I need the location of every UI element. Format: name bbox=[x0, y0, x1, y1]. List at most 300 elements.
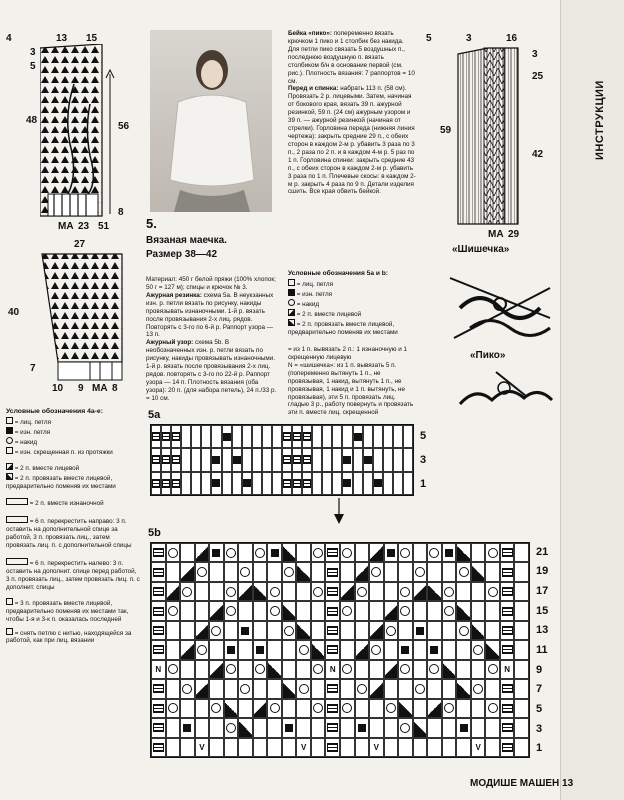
legend-5ab-item-1: = лиц. петля bbox=[288, 279, 418, 289]
chart-cell bbox=[442, 640, 457, 659]
chart-cell bbox=[442, 621, 457, 640]
chart-cell bbox=[340, 562, 355, 581]
row-number: 13 bbox=[536, 624, 549, 637]
chart-cell bbox=[311, 582, 326, 601]
chart-cell bbox=[151, 562, 166, 581]
chart-cell bbox=[272, 472, 282, 495]
chart-cell bbox=[180, 660, 195, 679]
chart-cell bbox=[325, 543, 340, 562]
chart-cell bbox=[238, 699, 253, 718]
chart-cell bbox=[282, 472, 292, 495]
chart-cell bbox=[442, 738, 457, 757]
chart-cell bbox=[325, 679, 340, 698]
row-number: 17 bbox=[536, 585, 549, 598]
legend-5ab-items bbox=[288, 279, 418, 337]
schema-5-right-3: 3 bbox=[532, 49, 538, 60]
schema-4b-bottom-10: 10 bbox=[52, 383, 64, 394]
chart-cell bbox=[485, 660, 500, 679]
chart-cell bbox=[171, 448, 181, 471]
chart-cell bbox=[500, 718, 515, 737]
chart-5b-label: 5b bbox=[148, 527, 161, 539]
chart-cell bbox=[340, 738, 355, 757]
chart-cell bbox=[252, 425, 262, 448]
chart-cell bbox=[413, 543, 428, 562]
materials-text: Материал: 450 г белой пряжи (100% хлопок; 50 г = 127 м); спицы и крючок № 3. bbox=[146, 276, 276, 291]
schema-5-right-25: 25 bbox=[532, 71, 544, 82]
chart-cell bbox=[252, 448, 262, 471]
chart-cell bbox=[514, 718, 529, 737]
chart-cell bbox=[180, 562, 195, 581]
chart-cell bbox=[398, 699, 413, 718]
chart-5b-grid bbox=[150, 542, 530, 758]
chart-cell bbox=[325, 621, 340, 640]
chart-cell bbox=[191, 425, 201, 448]
chart-cell bbox=[201, 448, 211, 471]
chart-cell bbox=[302, 425, 312, 448]
chart-cell bbox=[456, 660, 471, 679]
schema-4-bottom-51: 51 bbox=[98, 221, 110, 232]
chart-cell bbox=[292, 425, 302, 448]
chart-cell bbox=[253, 543, 268, 562]
chart-cell bbox=[500, 601, 515, 620]
chart-cell bbox=[195, 699, 210, 718]
schema-5-top-16: 16 bbox=[506, 33, 518, 44]
chart-cell bbox=[311, 660, 326, 679]
chart-cell bbox=[166, 621, 181, 640]
chart-cell bbox=[355, 543, 370, 562]
chart-cell bbox=[209, 562, 224, 581]
chart-cell bbox=[224, 621, 239, 640]
chart-cell bbox=[151, 425, 161, 448]
chart-cell bbox=[413, 660, 428, 679]
chart-cell bbox=[181, 448, 191, 471]
chart-cell bbox=[340, 660, 355, 679]
chart-cell bbox=[296, 640, 311, 659]
chart-cell bbox=[242, 425, 252, 448]
chart-cell bbox=[325, 699, 340, 718]
chart-cell bbox=[500, 562, 515, 581]
chart-cell bbox=[398, 543, 413, 562]
chart-cell bbox=[355, 679, 370, 698]
model-figure-icon bbox=[150, 30, 272, 212]
schema-4b-left-40: 40 bbox=[8, 307, 20, 318]
chart-cell bbox=[267, 699, 282, 718]
chart-cell bbox=[267, 660, 282, 679]
chart-cell bbox=[325, 640, 340, 659]
chart-cell bbox=[224, 640, 239, 659]
chart-cell bbox=[369, 679, 384, 698]
chart-cell bbox=[296, 660, 311, 679]
row-number: 1 bbox=[536, 742, 543, 755]
chart-cell: V bbox=[369, 738, 384, 757]
chart-cell bbox=[456, 640, 471, 659]
chart-cell bbox=[262, 472, 272, 495]
chart-cell bbox=[373, 472, 383, 495]
chart-cell bbox=[373, 448, 383, 471]
chart-cell bbox=[238, 660, 253, 679]
legend-4-item-7: = 2 п. вместе изнаночной bbox=[6, 498, 140, 508]
chart-cell bbox=[442, 601, 457, 620]
chart-cell bbox=[514, 699, 529, 718]
chart-cell bbox=[332, 448, 342, 471]
chart-cell bbox=[282, 582, 297, 601]
chart-cell: N bbox=[500, 660, 515, 679]
chart-cell bbox=[471, 660, 486, 679]
chart-cell bbox=[253, 562, 268, 581]
chart-cell bbox=[201, 472, 211, 495]
chart-cell bbox=[312, 448, 322, 471]
legend-4-items bbox=[6, 417, 140, 645]
chart-cell bbox=[369, 621, 384, 640]
chart-cell bbox=[166, 660, 181, 679]
chart-cell bbox=[471, 601, 486, 620]
chart-cell bbox=[514, 582, 529, 601]
chart-cell bbox=[500, 621, 515, 640]
chart-cell bbox=[398, 679, 413, 698]
chart-cell bbox=[282, 640, 297, 659]
chart-cell bbox=[369, 543, 384, 562]
chart-cell bbox=[398, 601, 413, 620]
chart-cell bbox=[296, 621, 311, 640]
chart-cell bbox=[238, 562, 253, 581]
chart-cell bbox=[253, 640, 268, 659]
chart-cell bbox=[383, 472, 393, 495]
chart-cell bbox=[514, 738, 529, 757]
chart-cell bbox=[398, 660, 413, 679]
chart-cell bbox=[413, 718, 428, 737]
chart-cell bbox=[398, 640, 413, 659]
chart-cell bbox=[485, 738, 500, 757]
chart-cell bbox=[272, 448, 282, 471]
chart-cell bbox=[195, 582, 210, 601]
schema-4-left-5: 5 bbox=[30, 61, 36, 72]
chart-cell bbox=[151, 738, 166, 757]
chart-cell bbox=[456, 621, 471, 640]
schema-5-number: 5 bbox=[426, 33, 432, 44]
legend-5ab bbox=[288, 270, 418, 337]
row-number: 21 bbox=[536, 545, 549, 558]
chart-cell bbox=[355, 699, 370, 718]
chart-cell bbox=[363, 448, 373, 471]
chart-cell bbox=[151, 543, 166, 562]
chart-cell bbox=[151, 448, 161, 471]
chart-cell bbox=[413, 621, 428, 640]
chart-cell bbox=[166, 738, 181, 757]
chart-cell bbox=[267, 738, 282, 757]
chart-cell bbox=[355, 582, 370, 601]
chart-cell bbox=[325, 738, 340, 757]
chart-cell bbox=[161, 448, 171, 471]
chart-cell bbox=[311, 718, 326, 737]
chart-cell bbox=[322, 448, 332, 471]
chart-cell bbox=[282, 699, 297, 718]
row-number: 1 bbox=[420, 478, 427, 490]
page-footer: МОДИШЕ МАШЕН 13 bbox=[470, 778, 574, 789]
chart-cell bbox=[369, 718, 384, 737]
schema-4b-bottom-ma: МА bbox=[92, 383, 108, 394]
chart-cell bbox=[471, 582, 486, 601]
chart-cell bbox=[340, 640, 355, 659]
chart-cell bbox=[222, 472, 232, 495]
chart-cell bbox=[296, 562, 311, 581]
chart-cell bbox=[355, 660, 370, 679]
chart-cell bbox=[342, 448, 352, 471]
schema-4-bottom-23: 23 bbox=[78, 221, 90, 232]
chart-cell bbox=[403, 472, 413, 495]
chart-cell bbox=[180, 582, 195, 601]
chart-cell bbox=[355, 640, 370, 659]
legend-5ab-extra bbox=[288, 346, 418, 417]
chart-cell bbox=[456, 679, 471, 698]
schema-4-bottom-ma: МА bbox=[58, 221, 74, 232]
chart-cell bbox=[267, 718, 282, 737]
chart-cell bbox=[485, 582, 500, 601]
chart-cell bbox=[253, 660, 268, 679]
arrow-down-icon bbox=[332, 498, 346, 526]
beika-title: Бейка «пико»: bbox=[288, 30, 332, 37]
chart-cell bbox=[322, 425, 332, 448]
article-header bbox=[146, 216, 276, 260]
chart-cell bbox=[224, 679, 239, 698]
schema-5-left-59: 59 bbox=[440, 125, 452, 136]
model-photo bbox=[150, 30, 272, 212]
chart-cell bbox=[413, 562, 428, 581]
chart-cell bbox=[151, 679, 166, 698]
chart-cell bbox=[292, 472, 302, 495]
chart-cell bbox=[383, 425, 393, 448]
piko-drawing-icon bbox=[456, 366, 556, 414]
schema-5-bottom-29: 29 bbox=[508, 229, 520, 240]
chart-cell bbox=[282, 425, 292, 448]
chart-cell bbox=[272, 425, 282, 448]
chart-cell bbox=[262, 448, 272, 471]
article-number: 5. bbox=[146, 216, 157, 231]
row-number: 15 bbox=[536, 604, 549, 617]
chart-cell bbox=[209, 543, 224, 562]
chart-cell bbox=[180, 738, 195, 757]
chart-cell bbox=[398, 582, 413, 601]
legend-4-item-3: = накид bbox=[6, 437, 140, 447]
chart-cell bbox=[384, 582, 399, 601]
legend-5ab-item-2: = изн. петля bbox=[288, 289, 418, 299]
chart-cell bbox=[413, 738, 428, 757]
chart-cell bbox=[180, 718, 195, 737]
chart-cell bbox=[413, 640, 428, 659]
legend-5ab-item-4: = 2 п. вместе лицевой bbox=[288, 309, 418, 319]
chart-cell bbox=[340, 679, 355, 698]
chart-cell bbox=[442, 699, 457, 718]
article-size: Размер 38—42 bbox=[146, 249, 218, 260]
chart-cell bbox=[398, 718, 413, 737]
chart-cell bbox=[267, 601, 282, 620]
chart-cell bbox=[302, 448, 312, 471]
chart-cell bbox=[302, 472, 312, 495]
chart-cell bbox=[180, 543, 195, 562]
chart-cell bbox=[427, 543, 442, 562]
chart-cell bbox=[373, 425, 383, 448]
chart-cell bbox=[282, 738, 297, 757]
schema-4b-bottom-9: 9 bbox=[78, 383, 84, 394]
chart-cell bbox=[384, 718, 399, 737]
chart-cell bbox=[514, 621, 529, 640]
chart-5a-label: 5a bbox=[148, 409, 161, 421]
pered-title: Перед и спинка: bbox=[288, 85, 339, 93]
chart-cell bbox=[311, 562, 326, 581]
chart-cell bbox=[195, 601, 210, 620]
chart-cell bbox=[209, 621, 224, 640]
chart-cell bbox=[427, 640, 442, 659]
chart-cell bbox=[384, 543, 399, 562]
chart-cell bbox=[296, 601, 311, 620]
chart-cell bbox=[253, 738, 268, 757]
ajur-rezinka-text: схема 5а. В неукзанных изн. р. петли вязать по рисунку, накиды провязывать изнаночными. 1-й р. вязать после провязывания 2-х лиц. рядов. Повторять с 3-го по 6-й р. Раппорт узора — 13 п. bbox=[146, 291, 274, 339]
chart-cell bbox=[500, 738, 515, 757]
chart-cell bbox=[325, 562, 340, 581]
chart-cell bbox=[485, 699, 500, 718]
chart-cell bbox=[393, 472, 403, 495]
chart-cell bbox=[282, 601, 297, 620]
chart-cell bbox=[427, 699, 442, 718]
chart-cell bbox=[514, 543, 529, 562]
legend-4-item-5: = 2 п. вместе лицевой bbox=[6, 463, 140, 473]
chart-cell bbox=[471, 699, 486, 718]
chart-cell bbox=[151, 621, 166, 640]
chart-cell bbox=[311, 543, 326, 562]
chart-cell bbox=[151, 640, 166, 659]
chart-cell bbox=[403, 425, 413, 448]
chart-cell bbox=[180, 679, 195, 698]
pered-text: набрать 113 п. (58 см). Провязать 2 р. лицевыми. Затем, начиная от бокового края, вязать 39 п. ажурной резинкой, 59 п. (24 см) ажурным узором и 39 п. — ажурной резинкой (начиная от стрелки). Горловина переда (нижняя линия чертежа): закрыть средние 29 п., с обеих сторон в каждом 2-м р. убавить 3 раза по 3 п., 2 раза по 2 п. и в каждом 4-м р. 5 раз по 1 п. Горловина спинки: закрыть средние 43 п., с обеих сторон в каждом 2-м р. убавить 3 раза по 1 п. Плечевые скосы: в каждом 2-м р. закрыть 4 раза по 9 п. Детали изделия сшить. Все края обвить бейкой. bbox=[288, 85, 416, 196]
chart-cell bbox=[282, 718, 297, 737]
chart-cell bbox=[311, 640, 326, 659]
chart-cell bbox=[485, 601, 500, 620]
chart-cell bbox=[282, 660, 297, 679]
article-text-right bbox=[288, 30, 416, 196]
chart-cell bbox=[369, 640, 384, 659]
chart-cell bbox=[151, 582, 166, 601]
chart-cell bbox=[384, 562, 399, 581]
chart-cell bbox=[267, 543, 282, 562]
chart-cell bbox=[296, 718, 311, 737]
chart-cell bbox=[296, 679, 311, 698]
chart-cell bbox=[514, 660, 529, 679]
chart-cell bbox=[342, 472, 352, 495]
chart-cell bbox=[485, 679, 500, 698]
chart-cell bbox=[252, 472, 262, 495]
chart-cell bbox=[353, 472, 363, 495]
chart-cell bbox=[384, 660, 399, 679]
chart-cell bbox=[209, 679, 224, 698]
legend-4-item-4: = изн. скрещенная п. из протяжки bbox=[6, 447, 140, 457]
chart-cell bbox=[195, 718, 210, 737]
chart-cell bbox=[363, 472, 373, 495]
chart-cell bbox=[355, 738, 370, 757]
chart-cell bbox=[180, 621, 195, 640]
chart-cell bbox=[224, 699, 239, 718]
chart-cell bbox=[353, 425, 363, 448]
chart-cell: N bbox=[151, 660, 166, 679]
chart-cell bbox=[267, 640, 282, 659]
chart-cell: V bbox=[471, 738, 486, 757]
chart-cell bbox=[195, 562, 210, 581]
chart-cell bbox=[253, 679, 268, 698]
chart-cell bbox=[442, 562, 457, 581]
ajur-rezinka-title: Ажурная резинка: bbox=[146, 291, 202, 299]
piko-label: «Пико» bbox=[470, 350, 506, 361]
chart-cell bbox=[166, 679, 181, 698]
chart-cell bbox=[427, 738, 442, 757]
legend-4-item-9: = 6 п. перекрестить налево: 3 п. оставить на дополнит. спице перед работой, 3 п. провязать лиц., затем провязать лиц. п. с дополнит. спицы bbox=[6, 560, 140, 591]
chart-cell bbox=[166, 601, 181, 620]
chart-cell bbox=[340, 718, 355, 737]
row-number: 9 bbox=[536, 663, 543, 676]
legend-4-item-11: = снять петлю с нитью, находящейся за работой, как при лиц. вязании bbox=[6, 629, 132, 645]
chart-cell bbox=[238, 621, 253, 640]
schema-4-top-13: 13 bbox=[56, 33, 68, 44]
chart-cell bbox=[355, 718, 370, 737]
chart-cell bbox=[282, 562, 297, 581]
chart-cell bbox=[181, 472, 191, 495]
chart-cell bbox=[442, 660, 457, 679]
chart-cell bbox=[209, 699, 224, 718]
chart-cell bbox=[282, 621, 297, 640]
chart-cell bbox=[325, 582, 340, 601]
chart-cell bbox=[485, 562, 500, 581]
shishechka-label: «Шишечка» bbox=[452, 244, 510, 255]
right-sidebar bbox=[560, 0, 624, 800]
chart-cell bbox=[224, 660, 239, 679]
schema-4b-left-7: 7 bbox=[30, 363, 36, 374]
chart-cell bbox=[500, 679, 515, 698]
chart-cell bbox=[332, 472, 342, 495]
chart-cell bbox=[253, 699, 268, 718]
chart-cell bbox=[195, 640, 210, 659]
chart-cell bbox=[355, 562, 370, 581]
chart-cell bbox=[485, 621, 500, 640]
chart-cell bbox=[514, 679, 529, 698]
chart-cell bbox=[242, 472, 252, 495]
schema-5-drawing bbox=[454, 44, 534, 228]
chart-cell bbox=[384, 640, 399, 659]
chart-cell bbox=[427, 718, 442, 737]
chart-cell bbox=[427, 621, 442, 640]
chart-cell bbox=[209, 718, 224, 737]
chart-cell bbox=[222, 448, 232, 471]
legend-4-item-8: = 6 п. перекрестить направо: 3 п. оставить на дополнительной спице за работой, 3 п. провязать лиц., затем провязать лиц. п. с дополнительной спицы bbox=[6, 518, 132, 550]
chart-cell bbox=[224, 738, 239, 757]
chart-cell bbox=[456, 699, 471, 718]
legend-4 bbox=[6, 408, 140, 645]
schema-4-right-56: 56 bbox=[118, 121, 130, 132]
chart-cell bbox=[151, 699, 166, 718]
chart-cell bbox=[238, 601, 253, 620]
chart-cell bbox=[514, 640, 529, 659]
chart-cell bbox=[340, 621, 355, 640]
row-number: 3 bbox=[536, 722, 543, 735]
chart-cell bbox=[398, 562, 413, 581]
chart-cell bbox=[296, 582, 311, 601]
chart-cell bbox=[312, 425, 322, 448]
chart-cell bbox=[209, 640, 224, 659]
chart-cell bbox=[456, 582, 471, 601]
chart-cell bbox=[471, 562, 486, 581]
chart-cell bbox=[369, 562, 384, 581]
chart-cell bbox=[224, 582, 239, 601]
chart-cell bbox=[191, 448, 201, 471]
legend-5ab-extra-1: = из 1 п. вывязать 2 п.: 1 изнаночную и 1 скрещенную лицевую bbox=[288, 346, 407, 361]
chart-cell bbox=[325, 601, 340, 620]
chart-cell bbox=[238, 582, 253, 601]
